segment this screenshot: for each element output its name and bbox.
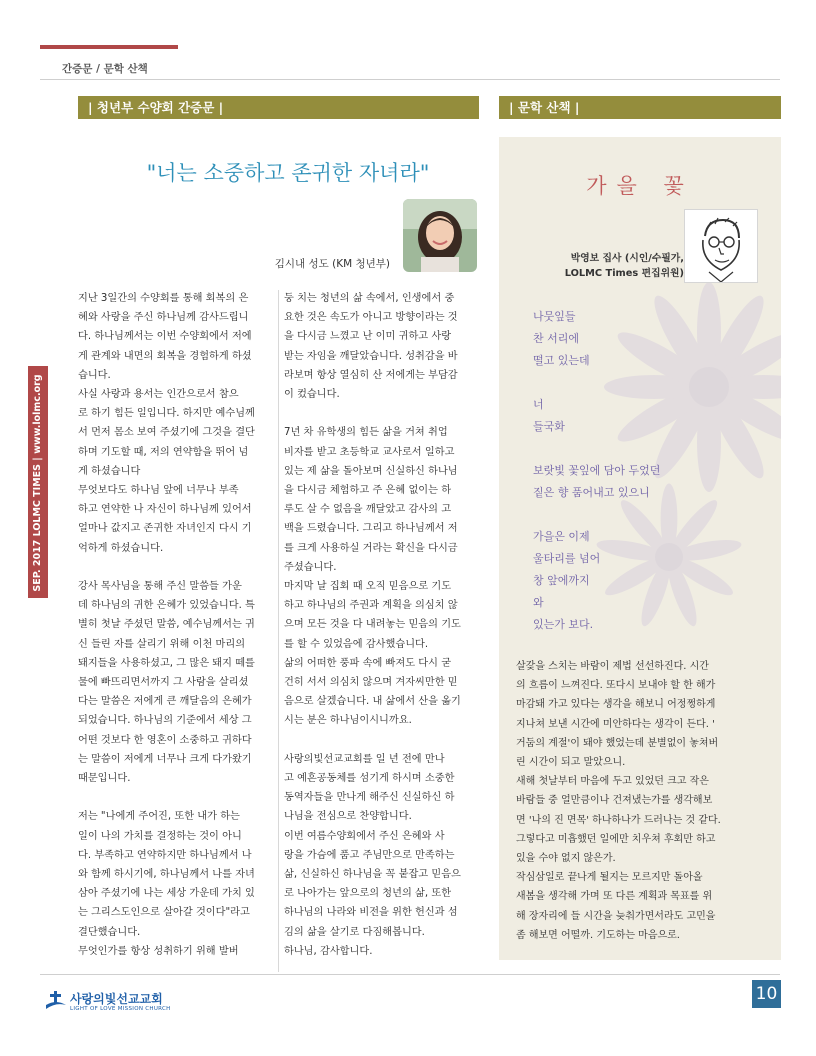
poem-line (533, 438, 660, 460)
article-text-line: 하나님, 감사합니다. (284, 945, 373, 957)
article-text-line: 을 다시금 느꼈고 난 이미 귀하고 사랑 (284, 331, 452, 343)
article-text-line: 를 크게 사용하실 거라는 확신을 다시금 (284, 542, 458, 554)
article-text-line: 물에 빠뜨리면서까지 그 사람을 살리셨 (78, 677, 249, 689)
article-text-line: 삶, 신실하신 하나님을 꼭 붙잡고 믿음으 (284, 869, 461, 881)
article-title: "너는 소중하고 존귀한 자녀라" (146, 161, 430, 185)
essay-text-line: 지나쳐 보낸 시간에 미안하다는 생각이 든다. ' (516, 718, 715, 730)
header-accent-line (40, 45, 178, 49)
article-text-line: 신 들린 자를 살리기 위해 이천 마리의 (78, 638, 246, 650)
article-text-line: 하고 연약한 나 자신이 하나님께 있어서 (78, 504, 252, 516)
article-text-line: 다. 하나님께서는 이번 수양회에서 저에 (78, 331, 252, 343)
church-logo-icon (45, 989, 67, 1011)
column-divider (278, 290, 279, 972)
poem-body (533, 306, 660, 636)
article-text-line: 습니다. (78, 369, 111, 381)
article-text-line (284, 404, 479, 423)
poem-line (533, 372, 660, 394)
article-text-line: 다. 부족하고 연약하지만 하나님께서 나 (78, 849, 252, 861)
article-text-line: 시는 분은 하나님이시니까요. (284, 715, 412, 727)
article-text-line: 삶의 어떠한 풍파 속에 빠져도 다시 굳 (284, 657, 452, 669)
article-text-line: 랑을 가슴에 품고 주님만으로 만족하는 (284, 849, 455, 861)
article-text-line: 하나님의 나라와 비전을 위한 헌신과 섬 (284, 907, 458, 919)
poem-line (533, 504, 660, 526)
article-text-line: 사랑의빛선교교회를 일 년 전에 만나 (284, 753, 445, 765)
article-text-line: 되었습니다. 하나님의 기준에서 세상 그 (78, 715, 252, 727)
essay-text-line: 면 '나의 진 면목' 하나하나가 드러나는 것 같다. (516, 814, 721, 826)
header-rule (40, 79, 780, 80)
article-text-line: 마지막 날 집회 때 오직 믿음으로 기도 (284, 581, 452, 593)
essay-text-line: 린 시간이 되고 말았으니. (516, 757, 626, 769)
literature-banner: | 문학 산책 | (499, 96, 781, 119)
article-text-line: 어떤 것보다 한 영혼이 소중하고 귀하다 (78, 734, 252, 746)
essay-text-line: 거둠의 계절'이 돼야 했었는데 분별없이 놓쳐버 (516, 737, 719, 749)
poem-line: 와 (533, 596, 544, 609)
page-number: 10 (752, 980, 781, 1008)
article-text-line: 있는 제 삶을 돌아보며 신실하신 하나님 (284, 465, 458, 477)
article-text-line: 는 그리스도인으로 살아갈 것이다"라고 (78, 907, 250, 919)
poem-line: 있는가 보다. (533, 618, 594, 631)
article-text-line: 라보며 항상 열심히 산 저에게는 부담감 (284, 369, 458, 381)
article-byline: 김시내 성도 (KM 청년부) (274, 258, 390, 270)
essay-text-line: 의 흐름이 느껴진다. 또다시 보내야 할 한 해가 (516, 680, 716, 692)
essay-text-line: 마감돼 가고 있다는 생각을 해보니 어정쩡하게 (516, 699, 716, 711)
article-text-line: 비자를 받고 초등학교 교사로서 일하고 (284, 446, 455, 458)
poem-line: 너 (533, 398, 544, 411)
article-text-line: 얼마나 값지고 존귀한 자녀인지 다시 기 (78, 523, 252, 535)
article-text-line: 요한 것은 속도가 아니고 방향이라는 것 (284, 312, 458, 324)
essay-text-line: 해 장자리에 들 시간을 늦춰가면서라도 고민을 (516, 910, 716, 922)
article-text-line: 음으로 살겠습니다. 내 삶에서 산을 옮기 (284, 696, 461, 708)
article-text-line (284, 731, 479, 750)
poem-line: 보랏빛 꽃잎에 담아 두었던 (533, 464, 661, 477)
article-text-line: 7년 차 유학생의 힘든 삶을 거쳐 취업 (284, 427, 448, 439)
article-text-line (78, 788, 272, 807)
poem-line: 들국화 (533, 420, 565, 433)
article-text-line: 무엇보다도 하나님 앞에 너무나 부족 (78, 485, 239, 497)
essay-body (516, 657, 721, 945)
poet-credit (520, 251, 684, 281)
article-text-line: 저는 "나에게 주어진, 또한 내가 하는 (78, 811, 240, 823)
article-text-line: 이번 여름수양회에서 주신 은혜와 사 (284, 830, 445, 842)
article-text-line: 받는 자임을 깨달았습니다. 성취감을 바 (284, 350, 458, 362)
article-text-line: 억하게 하셨습니다. (78, 542, 164, 554)
poet-credit-line-2: LOLMC Times 편집위원) (564, 268, 684, 279)
poem-line: 찬 서리에 (533, 332, 580, 345)
poet-credit-line-1: 박영보 집사 (시인/수필가, (570, 253, 684, 264)
essay-text-line: 살갗을 스치는 바람이 제법 선선하진다. 시간 (516, 661, 709, 672)
article-text-line: 일이 나의 가치를 결정하는 것이 아니 (78, 830, 242, 842)
author-photo (403, 199, 477, 272)
essay-text-line: 새봄을 생각해 가며 또 다른 계획과 목표를 위 (516, 891, 713, 903)
article-text-line: 나님을 전심으로 찬양합니다. (284, 811, 412, 823)
article-text-line: 결단했습니다. (78, 926, 141, 938)
article-text-line: 이 컸습니다. (284, 389, 340, 401)
essay-text-line: 새해 첫날부터 마음에 두고 있었던 크고 작은 (516, 776, 709, 788)
article-text-line: 주셨습니다. (284, 561, 337, 573)
church-name: 사랑의빛선교교회 (70, 992, 163, 1006)
article-text-line: 서 먼저 몸소 보여 주셨기에 그것을 결단 (78, 427, 255, 439)
essay-text-line: 좀 해보면 어떨까. 기도하는 마음으로. (516, 929, 680, 941)
article-column-1 (78, 289, 272, 961)
article-text-line: 사실 사랑과 용서는 인간으로서 참으 (78, 389, 239, 401)
article-text-line: 혜와 사랑을 주신 하나님께 감사드립니 (78, 312, 249, 324)
poem-line: 짙은 향 품어내고 있으니 (533, 486, 650, 499)
article-text-line: 둥 치는 청년의 삶 속에서, 인생에서 중 (284, 293, 455, 304)
article-text-line: 게 하셨습니다 (78, 465, 141, 477)
church-name-english: LIGHT OF LOVE MISSION CHURCH (70, 1006, 171, 1012)
article-text-line: 다는 말씀은 저에게 큰 깨달음의 은혜가 (78, 696, 252, 708)
article-text-line: 돼지들을 사용하셨고, 그 많은 돼지 떼를 (78, 657, 255, 669)
article-text-line: 하며 기도할 때, 저의 연약함을 뛰어 넘 (78, 446, 249, 458)
article-text-line: 와 함께 하시기에, 하나님께서 나를 자녀 (78, 869, 255, 881)
essay-text-line: 작심삼일로 끝나게 될지는 모르지만 돌아올 (516, 872, 703, 884)
article-text-line: 하고 하나님의 주권과 계획을 의심치 않 (284, 600, 458, 612)
side-issue-label: SEP. 2017 LOLMC TIMES | www.lolmc.org (32, 374, 43, 592)
article-text-line: 김의 삶을 살기로 다짐해봅니다. (284, 926, 425, 938)
article-text-line: 를 할 수 있었음에 감사했습니다. (284, 638, 429, 650)
essay-text-line: 그렇다고 미흡했던 일에만 치우쳐 후회만 하고 (516, 833, 716, 845)
poem-line: 울타리를 넘어 (533, 552, 601, 565)
essay-text-line: 바람들 중 얼만큼이나 건져냈는가를 생각해보 (516, 795, 713, 807)
article-text-line: 게 관계와 내면의 회복을 경험하게 하셨 (78, 350, 252, 362)
article-text-line: 백을 드렸습니다. 그리고 하나님께서 저 (284, 523, 458, 535)
footer-rule (40, 974, 780, 975)
article-text-line: 때문입니다. (78, 773, 131, 785)
section-label: 간증문 / 문학 산책 (62, 63, 148, 75)
article-text-line: 동역자들을 만나게 해주신 신실하신 하 (284, 792, 455, 804)
poem-line: 가을은 이제 (533, 530, 590, 543)
article-text-line: 루도 살 수 없음을 깨달았고 감사의 고 (284, 504, 452, 516)
article-text-line: 강사 목사님을 통해 주신 말씀들 가운 (78, 581, 242, 593)
poem-title: 가을 꽃 (586, 174, 694, 198)
article-text-line: 별히 첫날 주셨던 말씀, 예수님께서는 귀 (78, 619, 255, 631)
poem-line: 나뭇잎들 (533, 310, 576, 323)
article-text-line: 삼아 주셨기에 나는 세상 가운데 가치 있 (78, 888, 255, 900)
essay-text-line: 있을 수야 없지 않은가. (516, 853, 616, 865)
article-text-line: 을 다시금 체험하고 주 은혜 없이는 하 (284, 485, 452, 497)
poem-line: 떨고 있는데 (533, 354, 590, 367)
article-text-line: 지난 3일간의 수양회를 통해 회복의 은 (78, 293, 249, 304)
article-text-line: 무엇인가를 항상 성취하기 위해 발버 (78, 945, 239, 957)
article-text-line: 로 하기 힘든 일입니다. 하지만 예수님께 (78, 408, 255, 420)
poet-portrait (684, 209, 758, 283)
article-text-line (78, 558, 272, 577)
article-text-line: 으며 모든 것을 다 내려놓는 믿음의 기도 (284, 619, 461, 631)
testimony-banner: | 청년부 수양회 간증문 | (78, 96, 479, 119)
article-text-line: 로 나아가는 앞으로의 청년의 삶, 또한 (284, 888, 452, 900)
poem-line: 창 앞에까지 (533, 574, 590, 587)
article-column-2 (284, 289, 479, 961)
article-text-line: 데 하나님의 귀한 은혜가 있었습니다. 특 (78, 600, 255, 612)
article-text-line: 고 예흔공동체를 섬기게 하시며 소중한 (284, 773, 455, 785)
article-text-line: 는 말씀이 저에게 너무나 크게 다가왔기 (78, 753, 252, 765)
article-text-line: 건히 서서 의심치 않으며 겨자씨만한 믿 (284, 677, 458, 689)
